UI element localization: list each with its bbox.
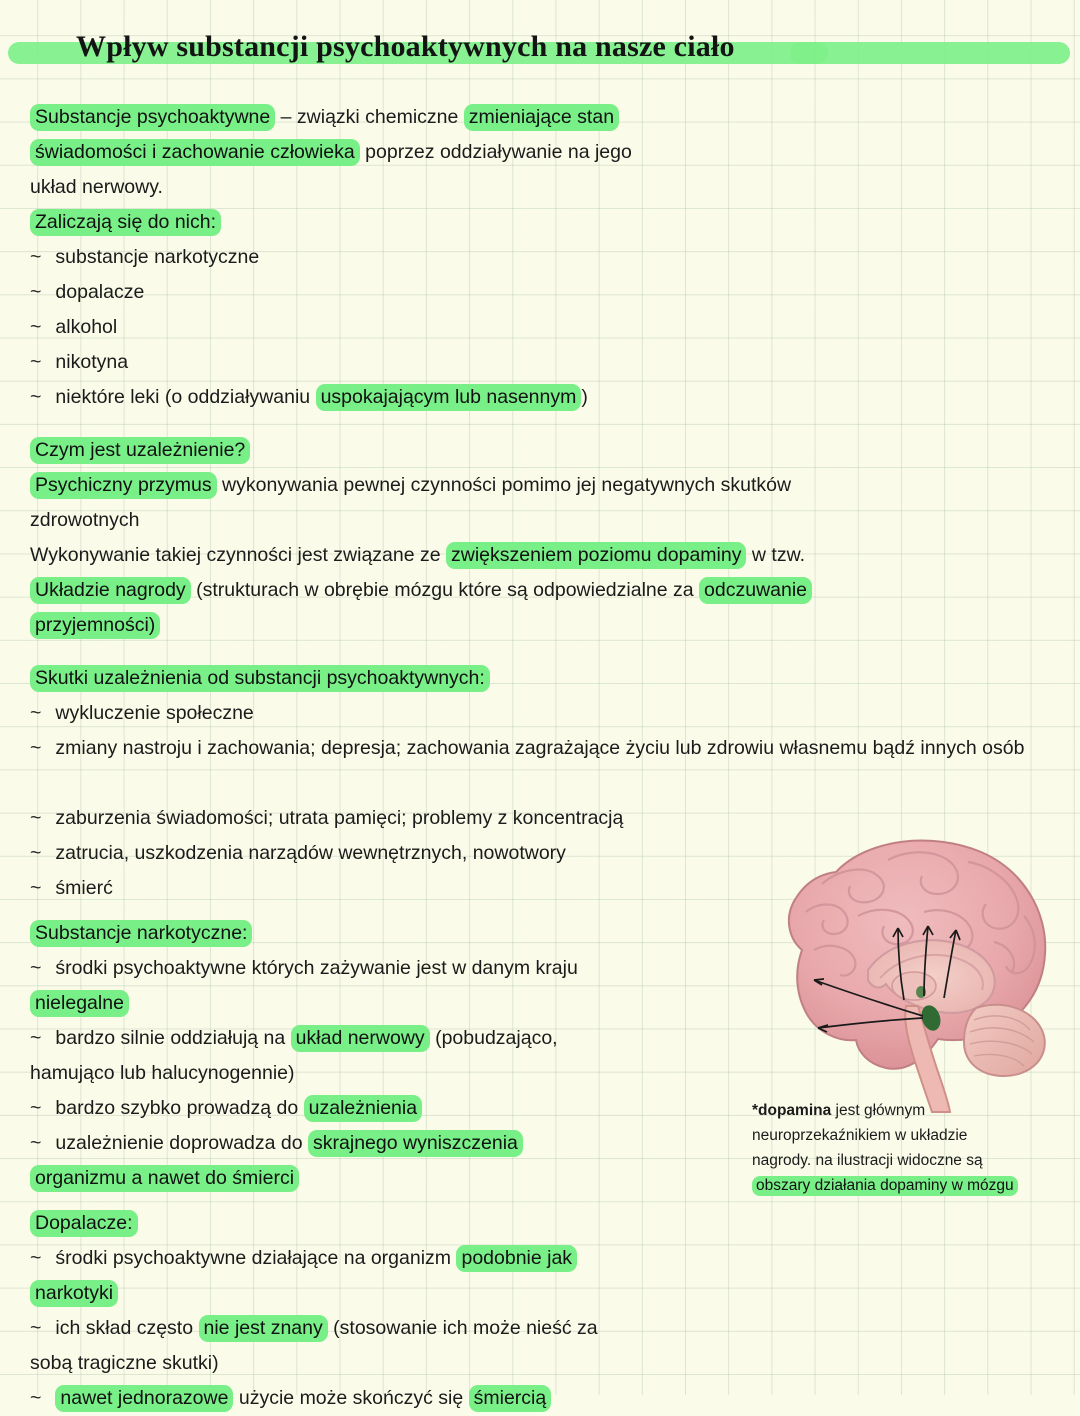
- addiction-heading: Czym jest uzależnienie?: [30, 437, 250, 464]
- designer-drugs-item-2-cont: [30, 1346, 1060, 1381]
- list-item-highlight: uspokajającym lub nasennym: [316, 384, 582, 411]
- addiction-hl-3: Układzie nagrody: [30, 577, 191, 604]
- narcotics-text-2: bardzo silnie oddziałują na: [55, 1027, 286, 1049]
- narcotics-hl-3: uzależnienia: [304, 1095, 422, 1122]
- definition-hl-2: świadomości i zachowanie człowieka: [30, 139, 360, 166]
- addiction-text-5: (strukturach w obrębie mózgu które są odpowiedzialne za: [196, 579, 694, 601]
- effects-item-label: śmierć: [55, 877, 113, 899]
- list-item: [30, 380, 1060, 415]
- narcotics-text-4: hamująco lub halucynogennie): [30, 1062, 295, 1084]
- designer-drugs-heading: Dopalacze:: [30, 1210, 138, 1237]
- addiction-hl-2: zwiększeniem poziomu dopaminy: [446, 542, 746, 569]
- bullet-marker: ~: [30, 842, 42, 864]
- list-intro: Zaliczają się do nich:: [30, 209, 221, 236]
- notes-body: [30, 100, 1060, 1416]
- caption-line-1: jest głównym: [835, 1102, 926, 1119]
- bullet-marker: ~: [30, 877, 42, 899]
- bullet-marker: ~: [30, 807, 42, 829]
- addiction-hl-4: odczuwanie: [699, 577, 812, 604]
- bullet-marker: ~: [30, 316, 42, 338]
- title-text: Wpływ substancji psychoaktywnych na nasze ciało: [76, 30, 735, 63]
- effects-heading-line: [30, 661, 1060, 696]
- designer-text-2: ich skład często: [55, 1317, 194, 1339]
- addiction-line-1: [30, 468, 1060, 503]
- addiction-line-5: [30, 608, 1060, 643]
- list-item-label: niektóre leki (o oddziaływaniu: [55, 386, 311, 408]
- narcotics-hl-5: organizmu a nawet do śmierci: [30, 1165, 299, 1192]
- spacer: [30, 415, 1060, 433]
- addiction-line-3: [30, 538, 1060, 573]
- designer-drugs-item-1: [30, 1241, 730, 1276]
- list-item: [30, 345, 1060, 380]
- designer-hl-3: nie jest znany: [199, 1315, 328, 1342]
- definition-hl-1: zmieniające stan: [464, 104, 619, 131]
- definition-dash: – związki chemiczne: [280, 106, 459, 128]
- designer-hl-2: narkotyki: [30, 1280, 118, 1307]
- addiction-text-3: Wykonywanie takiej czynności jest związane ze: [30, 544, 441, 566]
- brain-sagittal-icon: [718, 820, 1066, 1120]
- narcotics-heading: Substancje narkotyczne:: [30, 920, 252, 947]
- addiction-hl-5: przyjemności): [30, 612, 160, 639]
- narcotics-item-2: [30, 1021, 730, 1056]
- designer-drugs-item-3: [30, 1381, 1060, 1416]
- designer-drugs-heading-line: [30, 1206, 1060, 1241]
- brain-illustration: [718, 820, 1066, 1120]
- narcotics-text-6: uzależnienie doprowadza do: [55, 1132, 303, 1154]
- definition-line-2: [30, 135, 1060, 170]
- caption-star-term: *dopamina: [752, 1102, 832, 1119]
- effects-item-label: zaburzenia świadomości; utrata pamięci; problemy z koncentracją: [55, 807, 624, 829]
- page-title: [0, 30, 1080, 76]
- spacer: [30, 643, 1060, 661]
- caption-line-2: neuroprzekaźnikiem w układzie: [752, 1127, 968, 1144]
- bullet-marker: ~: [30, 1317, 42, 1339]
- bullet-marker: ~: [30, 957, 42, 979]
- bullet-marker: ~: [30, 1097, 42, 1119]
- list-item-suffix: ): [581, 386, 588, 408]
- bullet-marker: ~: [30, 246, 42, 268]
- designer-drugs-item-1-cont: [30, 1276, 1060, 1311]
- definition-line-3: [30, 170, 1060, 205]
- effects-item: [30, 696, 1060, 731]
- designer-drugs-item-2: [30, 1311, 730, 1346]
- designer-text-4: sobą tragiczne skutki): [30, 1352, 219, 1374]
- designer-hl-1: podobnie jak: [456, 1245, 577, 1272]
- effects-item-label: wykluczenie społeczne: [55, 702, 254, 724]
- addiction-text-1: wykonywania pewnej czynności pomimo jej negatywnych skutków: [222, 474, 792, 496]
- bullet-marker: ~: [30, 281, 42, 303]
- addiction-text-2: zdrowotnych: [30, 509, 140, 531]
- definition-rest-2: układ nerwowy.: [30, 176, 163, 198]
- addiction-line-2: [30, 503, 1060, 538]
- bullet-marker: ~: [30, 1027, 42, 1049]
- caption-line-3: nagrody. na ilustracji widoczne są: [752, 1152, 983, 1169]
- list-item-label: nikotyna: [55, 351, 129, 373]
- addiction-line-4: [30, 573, 1060, 608]
- term-substancje-psychoaktywne: Substancje psychoaktywne: [30, 104, 275, 131]
- designer-hl-4: nawet jednorazowe: [55, 1385, 233, 1412]
- list-item: [30, 240, 1060, 275]
- illustration-caption: [752, 1098, 1064, 1198]
- list-item-label: dopalacze: [55, 281, 145, 303]
- bullet-marker: ~: [30, 1387, 42, 1409]
- bullet-marker: ~: [30, 351, 42, 373]
- addiction-hl-1: Psychiczny przymus: [30, 472, 217, 499]
- designer-text-5: użycie może skończyć się: [238, 1387, 464, 1409]
- designer-hl-5: śmiercią: [469, 1385, 552, 1412]
- list-item-label: substancje narkotyczne: [55, 246, 260, 268]
- list-item-label: alkohol: [55, 316, 118, 338]
- narcotics-text-5: bardzo szybko prowadzą do: [55, 1097, 299, 1119]
- narcotics-hl-2: układ nerwowy: [291, 1025, 430, 1052]
- effects-item-label: zmiany nastroju i zachowania; depresja; zachowania zagrażające życiu lub zdrowiu własnemu bądź innych osób: [55, 737, 1025, 759]
- addiction-text-4: w tzw.: [751, 544, 805, 566]
- bullet-marker: ~: [30, 1247, 42, 1269]
- narcotics-text-1: środki psychoaktywne których zażywanie jest w danym kraju: [55, 957, 578, 979]
- narcotics-text-3: (pobudzająco,: [435, 1027, 558, 1049]
- list-item: [30, 310, 1060, 345]
- list-intro-line: [30, 205, 1060, 240]
- effects-item: [30, 731, 1060, 801]
- addiction-heading-line: [30, 433, 1060, 468]
- designer-text-3: (stosowanie ich może nieść za: [333, 1317, 598, 1339]
- effects-item-label: zatrucia, uszkodzenia narządów wewnętrznych, nowotwory: [55, 842, 566, 864]
- narcotics-hl-1: nielegalne: [30, 990, 129, 1017]
- title-highlight-right: [790, 42, 1070, 64]
- bullet-marker: ~: [30, 386, 42, 408]
- list-item: [30, 275, 1060, 310]
- bullet-marker: ~: [30, 1132, 42, 1154]
- definition-line-1: [30, 100, 1060, 135]
- bullet-marker: ~: [30, 737, 42, 759]
- designer-text-1: środki psychoaktywne działające na organizm: [55, 1247, 452, 1269]
- caption-highlight: obszary działania dopaminy w mózgu: [752, 1176, 1018, 1196]
- narcotics-item-1: [30, 951, 730, 986]
- definition-rest-1: poprzez oddziaływanie na jego: [365, 141, 632, 163]
- effects-heading: Skutki uzależnienia od substancji psychoaktywnych:: [30, 665, 490, 692]
- bullet-marker: ~: [30, 702, 42, 724]
- narcotics-hl-4: skrajnego wyniszczenia: [308, 1130, 523, 1157]
